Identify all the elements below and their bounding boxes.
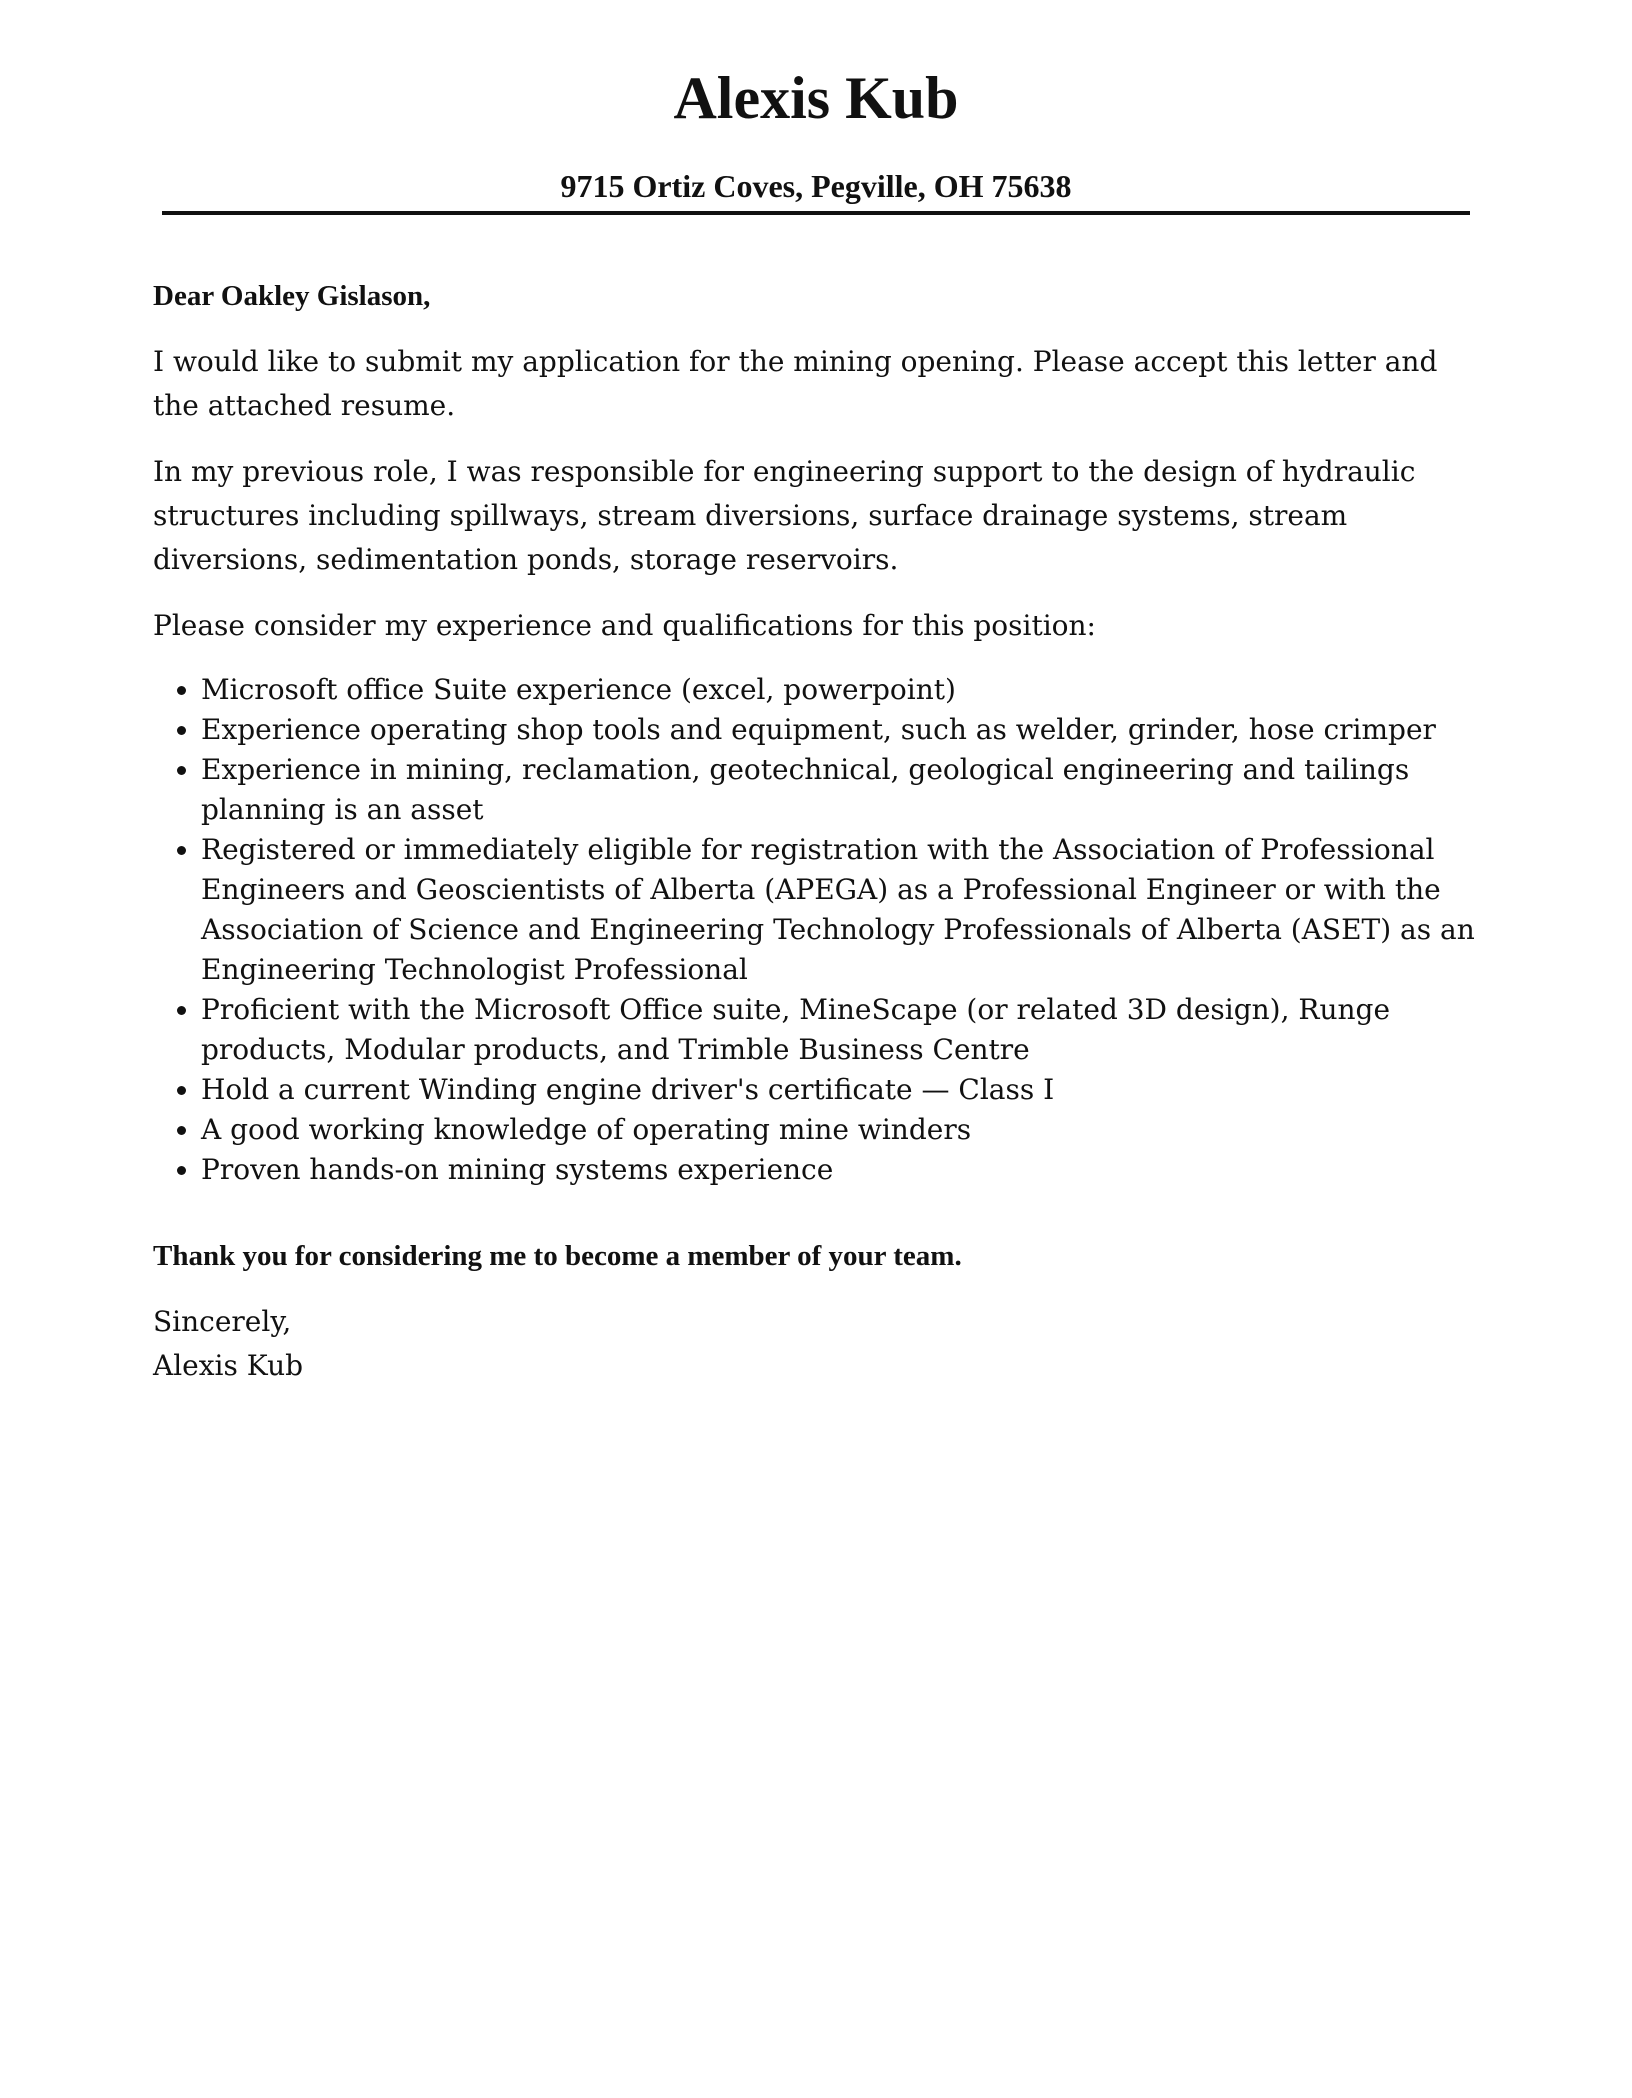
qualifications-list [153, 670, 1483, 1190]
list-item [153, 1110, 1483, 1150]
list-item-text: Experience operating shop tools and equipment, such as welder, grinder, hose crimper [201, 713, 1436, 746]
salutation: Dear Oakley Gislason, [153, 280, 431, 312]
bullet-icon [177, 686, 186, 695]
intro-paragraph: I would like to submit my application for the mining opening. Please accept this letter and the attached resume. [153, 345, 1438, 422]
list-item [153, 1150, 1483, 1190]
list-item-text: Hold a current Winding engine driver's certificate — Class I [201, 1073, 1055, 1106]
bullet-icon [177, 846, 186, 855]
letter-body [153, 274, 1483, 1388]
list-item [153, 1070, 1483, 1110]
list-item-text: Proficient with the Microsoft Office suite, MineScape (or related 3D design), Runge products, Modular products, and Trimble Business Centre [201, 993, 1391, 1066]
signature-name: Alexis Kub [153, 1349, 304, 1382]
list-item-text: A good working knowledge of operating mine winders [201, 1113, 972, 1146]
applicant-name: Alexis Kub [673, 65, 959, 131]
bullet-icon [177, 1166, 186, 1175]
list-item [153, 830, 1483, 990]
closing-line: Thank you for considering me to become a member of your team. [153, 1240, 962, 1272]
list-item [153, 750, 1483, 830]
list-item [153, 990, 1483, 1070]
bullet-icon [177, 726, 186, 735]
list-item-text: Registered or immediately eligible for registration with the Association of Professional Engineers and Geoscientists of Alberta (APEGA) as a Professional Engineer or with the Association of Science and Engineering Technology Professionals of Alberta (ASET) as an Engineering Technologist Professional [201, 833, 1475, 986]
list-item-text: Experience in mining, reclamation, geotechnical, geological engineering and tailings planning is an asset [201, 753, 1410, 826]
applicant-address: 9715 Ortiz Coves, Pegville, OH 75638 [560, 168, 1072, 204]
bullet-icon [177, 766, 186, 775]
header-divider [162, 211, 1470, 215]
bullet-icon [177, 1086, 186, 1095]
bullet-icon [177, 1126, 186, 1135]
bullet-icon [177, 1006, 186, 1015]
list-item [153, 710, 1483, 750]
list-item [153, 670, 1483, 710]
qualifications-intro: Please consider my experience and qualifications for this position: [153, 609, 1096, 642]
signoff: Sincerely, [153, 1305, 292, 1338]
list-item-text: Microsoft office Suite experience (excel, powerpoint) [201, 673, 956, 706]
list-item-text: Proven hands-on mining systems experience [201, 1153, 834, 1186]
experience-paragraph: In my previous role, I was responsible for engineering support to the design of hydraulic structures including spillways, stream diversions, surface drainage systems, stream diversions, sedimentation ponds, storage reservoirs. [153, 455, 1416, 576]
